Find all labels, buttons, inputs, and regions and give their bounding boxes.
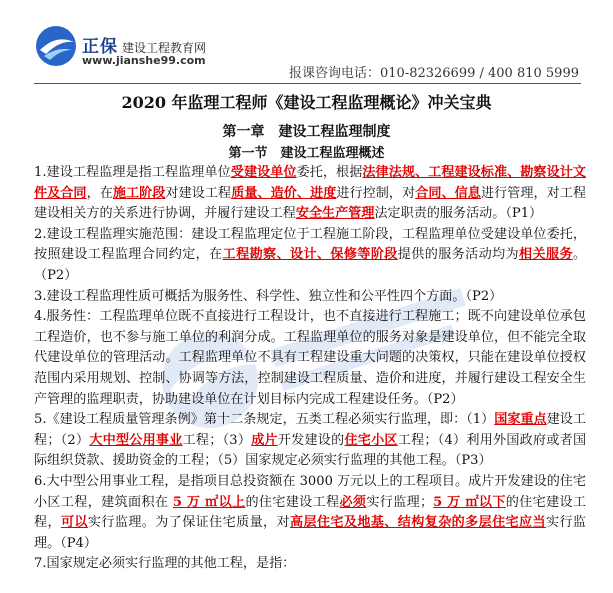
text-run: 法定职责的服务活动。（P1） (374, 206, 543, 222)
key-phrase: 国家重点 (494, 412, 547, 428)
text-run: 工程；（4）利用外国政府或者国际组织贷款、援助资金的工程；（5）国家规定必须实行监理的其他工程。（P3） (34, 432, 587, 469)
key-phrase: 高层住宅及地基、结构复杂的多层住宅应当 (290, 515, 546, 531)
text-run: 开发建设的 (277, 432, 345, 448)
key-phrase: 可以 (60, 515, 88, 531)
paragraph-5 (34, 410, 586, 472)
site-url: www.jianshe99.com (82, 54, 206, 67)
key-phrase: 安全生产管理 (295, 206, 375, 222)
key-phrase: 相关服务 (519, 247, 573, 263)
text-run: 3.建设工程监理性质可概括为服务性、科学性、独立性和公平性四个方面。（P2） (34, 288, 503, 304)
hotline-text: 报课咨询电话：010-82326699 / 400 810 5999 (289, 66, 579, 81)
key-phrase: 5 万 ㎡以下 (433, 494, 506, 510)
text-run: 工程；（3） (182, 432, 252, 448)
paragraph-4 (34, 307, 586, 410)
key-phrase: 受建设单位 (230, 165, 297, 180)
brand-title: 正保 (82, 37, 118, 57)
text-run: 1.建设工程监理是指工程监理单位 (34, 165, 231, 180)
paragraph-2 (34, 225, 586, 287)
text-run: 实行监理。为了保证住宅质量，对 (87, 515, 290, 531)
key-phrase: 成片 (251, 432, 278, 448)
text-run: 进行管理，对工程建设相关方的关系进行协调，并履行建设工程 (34, 185, 587, 222)
section-heading: 第一节 建设工程监理概述 (228, 146, 385, 161)
key-phrase: 住宅小区 (344, 432, 398, 448)
text-run: 进行控制，对 (336, 185, 416, 201)
key-phrase: 质量、造价、进度 (231, 185, 337, 201)
key-phrase: 施工阶段 (112, 185, 166, 201)
paragraph-7 (34, 554, 586, 575)
text-run: 的住宅建设工程， (34, 494, 587, 531)
key-phrase: 合同、信息 (415, 185, 481, 201)
paragraph-1 (34, 163, 586, 225)
text-run: 对建设工程 (165, 185, 232, 201)
text-run: 4.服务性：工程监理单位既不直接进行工程设计，也不直接进行工程施工；既不向建设单位承包工程造价，也不参与施工单位的利润分成。工程监理单位的服务对象是建设单位，但不能完全取代建设单位的管理活动。工程监理单位不具有工程建设重大问题的决策权，只能在建设单位授权范围内采用规划、控制、协调等方法，控制建设工程质量、造价和进度，并履行建设工程安全生产管理的监理职责，协助建设单位在计划目标内完成工程建设任务。（P2） (34, 309, 586, 407)
text-run: 提供的服务活动均为 (397, 247, 520, 263)
document-title: 2020 年监理工程师《建设工程监理概论》冲关宝典 (121, 93, 492, 112)
text-run: 实行监理。（P4） (34, 515, 587, 551)
text-run: 。（P2） (34, 247, 587, 283)
page-header (0, 0, 613, 82)
text-run: 建设工程；（2） (34, 412, 587, 448)
key-phrase: 5 万 ㎡以上 (172, 494, 246, 510)
document-body (34, 163, 586, 575)
text-run: 的住宅建设工程 (245, 494, 340, 510)
key-phrase: 工程勘察、设计、保修等阶段 (222, 247, 398, 263)
paragraph-3 (34, 287, 586, 308)
key-phrase: 法律法规、工程建设标准、勘察设计文件及合同 (34, 165, 587, 201)
header-divider (34, 83, 581, 84)
text-run: 7.国家规定必须实行监理的其他工程，是指： (34, 556, 296, 572)
text-run: ，在 (86, 185, 113, 201)
key-phrase: 大中型公用事业 (89, 432, 183, 448)
text-run: 6.大中型公用事业工程，是指项目总投资额在 3000 万元以上的工程项目。成片开发建设的住宅小区工程，建筑面积在 (34, 473, 586, 510)
text-run: 2.建设工程监理实施范围：建设工程监理定位于工程施工阶段，工程监理单位受建设单位委托，按照建设工程监理合同约定，在 (34, 226, 586, 263)
key-phrase: 必须 (339, 494, 367, 510)
paragraph-6 (34, 472, 586, 554)
zhengbao-logo-icon (34, 24, 78, 68)
text-run: 实行监理； (366, 494, 434, 510)
chapter-heading: 第一章 建设工程监理制度 (222, 124, 391, 140)
brand-subtitle: 建设工程教育网 (122, 41, 207, 55)
text-run: 委托，根据 (296, 165, 363, 180)
text-run: 5.《建设工程质量管理条例》第十二条规定，五类工程必须实行监理，即：（1） (34, 412, 495, 428)
